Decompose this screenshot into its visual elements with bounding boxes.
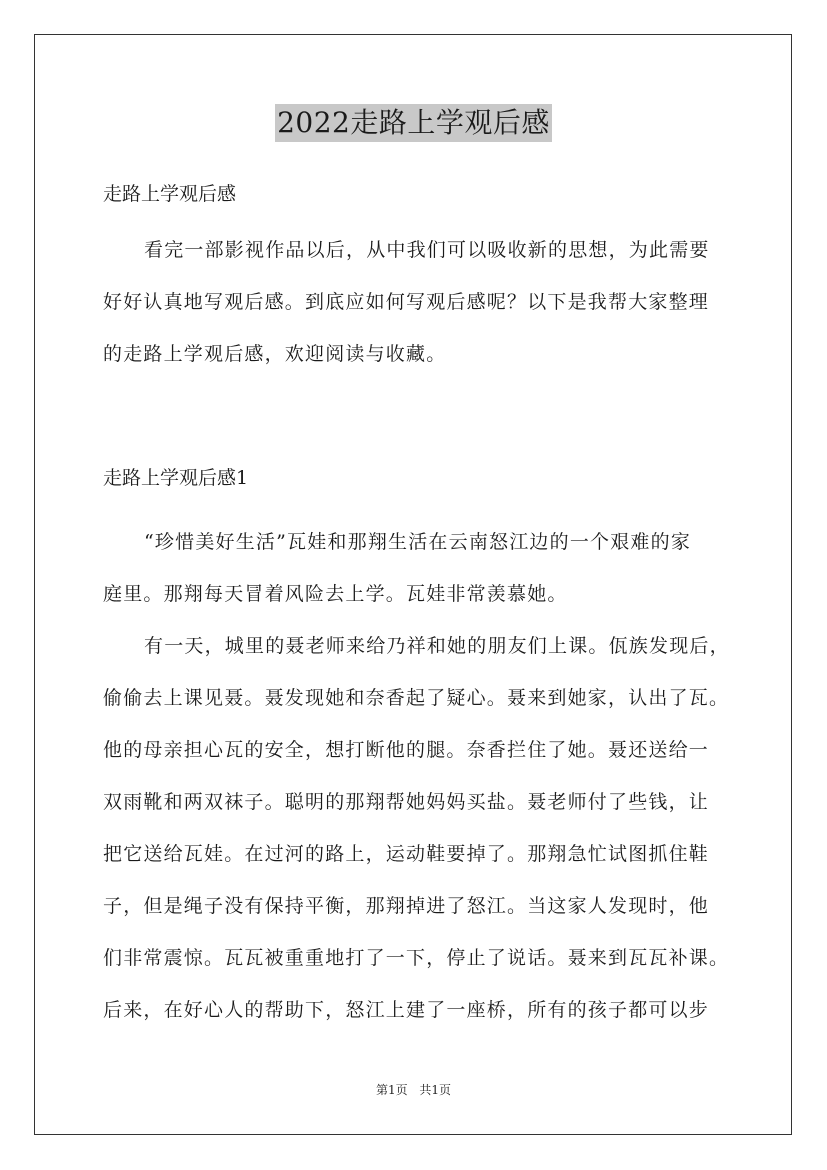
page-current: 第1页 (375, 1083, 408, 1097)
page-total: 共1页 (419, 1083, 452, 1097)
paragraph-line: 他的母亲担心瓦的安全，想打断他的腿。奈香拦住了她。聂还送给一 (103, 739, 710, 761)
page-number-footer (0, 1082, 827, 1098)
section-paragraph-1 (103, 524, 733, 628)
paragraph-line: 把它送给瓦娃。在过河的路上，运动鞋要掉了。那翔急忙试图抓住鞋 (103, 843, 710, 865)
paragraph-line: 的走路上学观后感，欢迎阅读与收藏。 (103, 343, 447, 365)
paragraph-line: 有一天，城里的聂老师来给乃祥和她的朋友们上课。佤族发现后， (144, 635, 730, 657)
section-heading: 走路上学观后感1 (103, 467, 249, 489)
document-subtitle: 走路上学观后感 (103, 183, 237, 205)
intro-paragraph (103, 232, 733, 388)
paragraph-line: 后来，在好心人的帮助下，怒江上建了一座桥，所有的孩子都可以步 (103, 999, 710, 1021)
document-body (103, 176, 733, 1044)
paragraph-line: 子，但是绳子没有保持平衡，那翔掉进了怒江。当这家人发现时，他 (103, 895, 710, 917)
paragraph-line: 双雨靴和两双袜子。聪明的那翔帮她妈妈买盐。聂老师付了些钱，让 (103, 791, 710, 813)
document-title-text: 2022走路上学观后感 (275, 104, 552, 142)
paragraph-line: “珍惜美好生活”瓦娃和那翔生活在云南怒江边的一个艰难的家 (144, 531, 692, 553)
paragraph-line: 偷偷去上课见聂。聂发现她和奈香起了疑心。聂来到她家，认出了瓦。 (103, 687, 730, 709)
paragraph-line: 庭里。那翔每天冒着风险去上学。瓦娃非常羡慕她。 (103, 583, 568, 605)
paragraph-line: 们非常震惊。瓦瓦被重重地打了一下，停止了说话。聂来到瓦瓦补课。 (103, 947, 730, 969)
document-title (0, 104, 827, 142)
paragraph-line: 看完一部影视作品以后，从中我们可以吸收新的思想，为此需要 (144, 239, 710, 261)
section-paragraph-2 (103, 628, 733, 1044)
paragraph-line: 好好认真地写观后感。到底应如何写观后感呢？以下是我帮大家整理 (103, 291, 710, 313)
